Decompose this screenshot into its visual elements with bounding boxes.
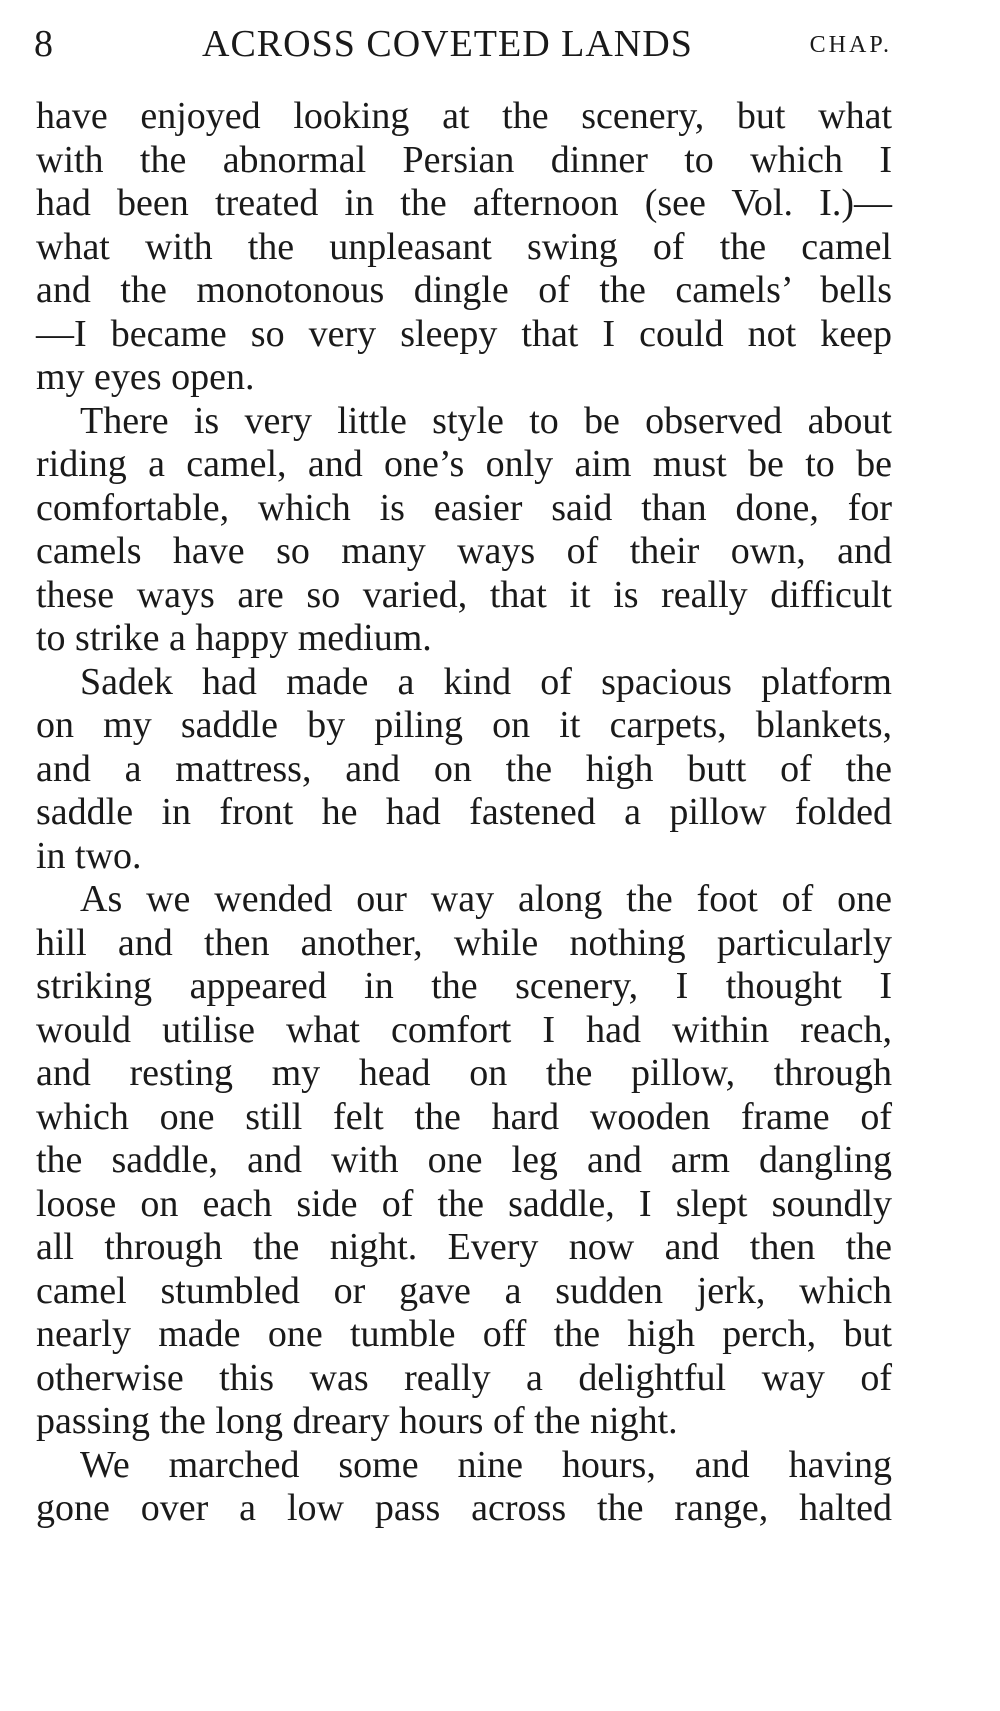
running-head <box>34 18 892 68</box>
text-line: nearly made one tumble off the high perch, but <box>36 1313 892 1355</box>
text-line: loose on each side of the saddle, I slept soundly <box>36 1182 892 1225</box>
book-title: ACROSS COVETED LANDS <box>202 23 693 65</box>
text-line: gone over a low pass across the range, halted <box>36 1487 892 1529</box>
text-line: comfortable, which is easier said than done, for <box>36 486 892 529</box>
page-number: 8 <box>34 23 53 65</box>
text-line: and resting my head on the pillow, through <box>36 1052 892 1094</box>
paragraph-first-line: As we wended our way along the foot of one <box>80 878 892 920</box>
text-line: passing the long dreary hours of the night. <box>36 1400 678 1442</box>
text-line: had been treated in the afternoon (see Vol. I.)— <box>36 182 892 224</box>
text-line: camels have so many ways of their own, and <box>36 530 892 572</box>
text-line: what with the unpleasant swing of the camel <box>36 225 892 268</box>
text-line: all through the night. Every now and then the <box>36 1226 892 1268</box>
text-line: these ways are so varied, that it is really difficult <box>36 573 892 616</box>
body-text <box>36 95 892 1531</box>
text-line: with the abnormal Persian dinner to which I <box>36 138 892 181</box>
chapter-label: CHAP. <box>809 32 892 58</box>
text-line: my eyes open. <box>36 356 255 398</box>
text-line: would utilise what comfort I had within reach, <box>36 1008 892 1051</box>
text-line: camel stumbled or gave a sudden jerk, which <box>36 1269 892 1312</box>
text-line: on my saddle by piling on it carpets, blankets, <box>36 704 892 746</box>
text-line: striking appeared in the scenery, I thought I <box>36 965 892 1007</box>
text-line: in two. <box>36 834 142 877</box>
text-line: the saddle, and with one leg and arm dangling <box>36 1139 892 1181</box>
paragraph-first-line: Sadek had made a kind of spacious platform <box>80 660 892 703</box>
text-line: to strike a happy medium. <box>36 617 432 659</box>
text-line: hill and then another, while nothing particularly <box>36 921 892 964</box>
text-line: saddle in front he had fastened a pillow folded <box>36 791 892 833</box>
text-line: —I became so very sleepy that I could not keep <box>36 312 892 355</box>
paragraph-first-line: There is very little style to be observed about <box>80 399 892 442</box>
text-line: have enjoyed looking at the scenery, but what <box>36 95 892 137</box>
text-line: and the monotonous dingle of the camels’ bells <box>36 269 892 311</box>
text-line: and a mattress, and on the high butt of the <box>36 747 892 790</box>
text-line: riding a camel, and one’s only aim must be to be <box>36 443 892 485</box>
text-line: otherwise this was really a delightful way of <box>36 1356 892 1399</box>
text-line: which one still felt the hard wooden frame of <box>36 1095 892 1138</box>
paragraph-first-line: We marched some nine hours, and having <box>80 1443 892 1486</box>
